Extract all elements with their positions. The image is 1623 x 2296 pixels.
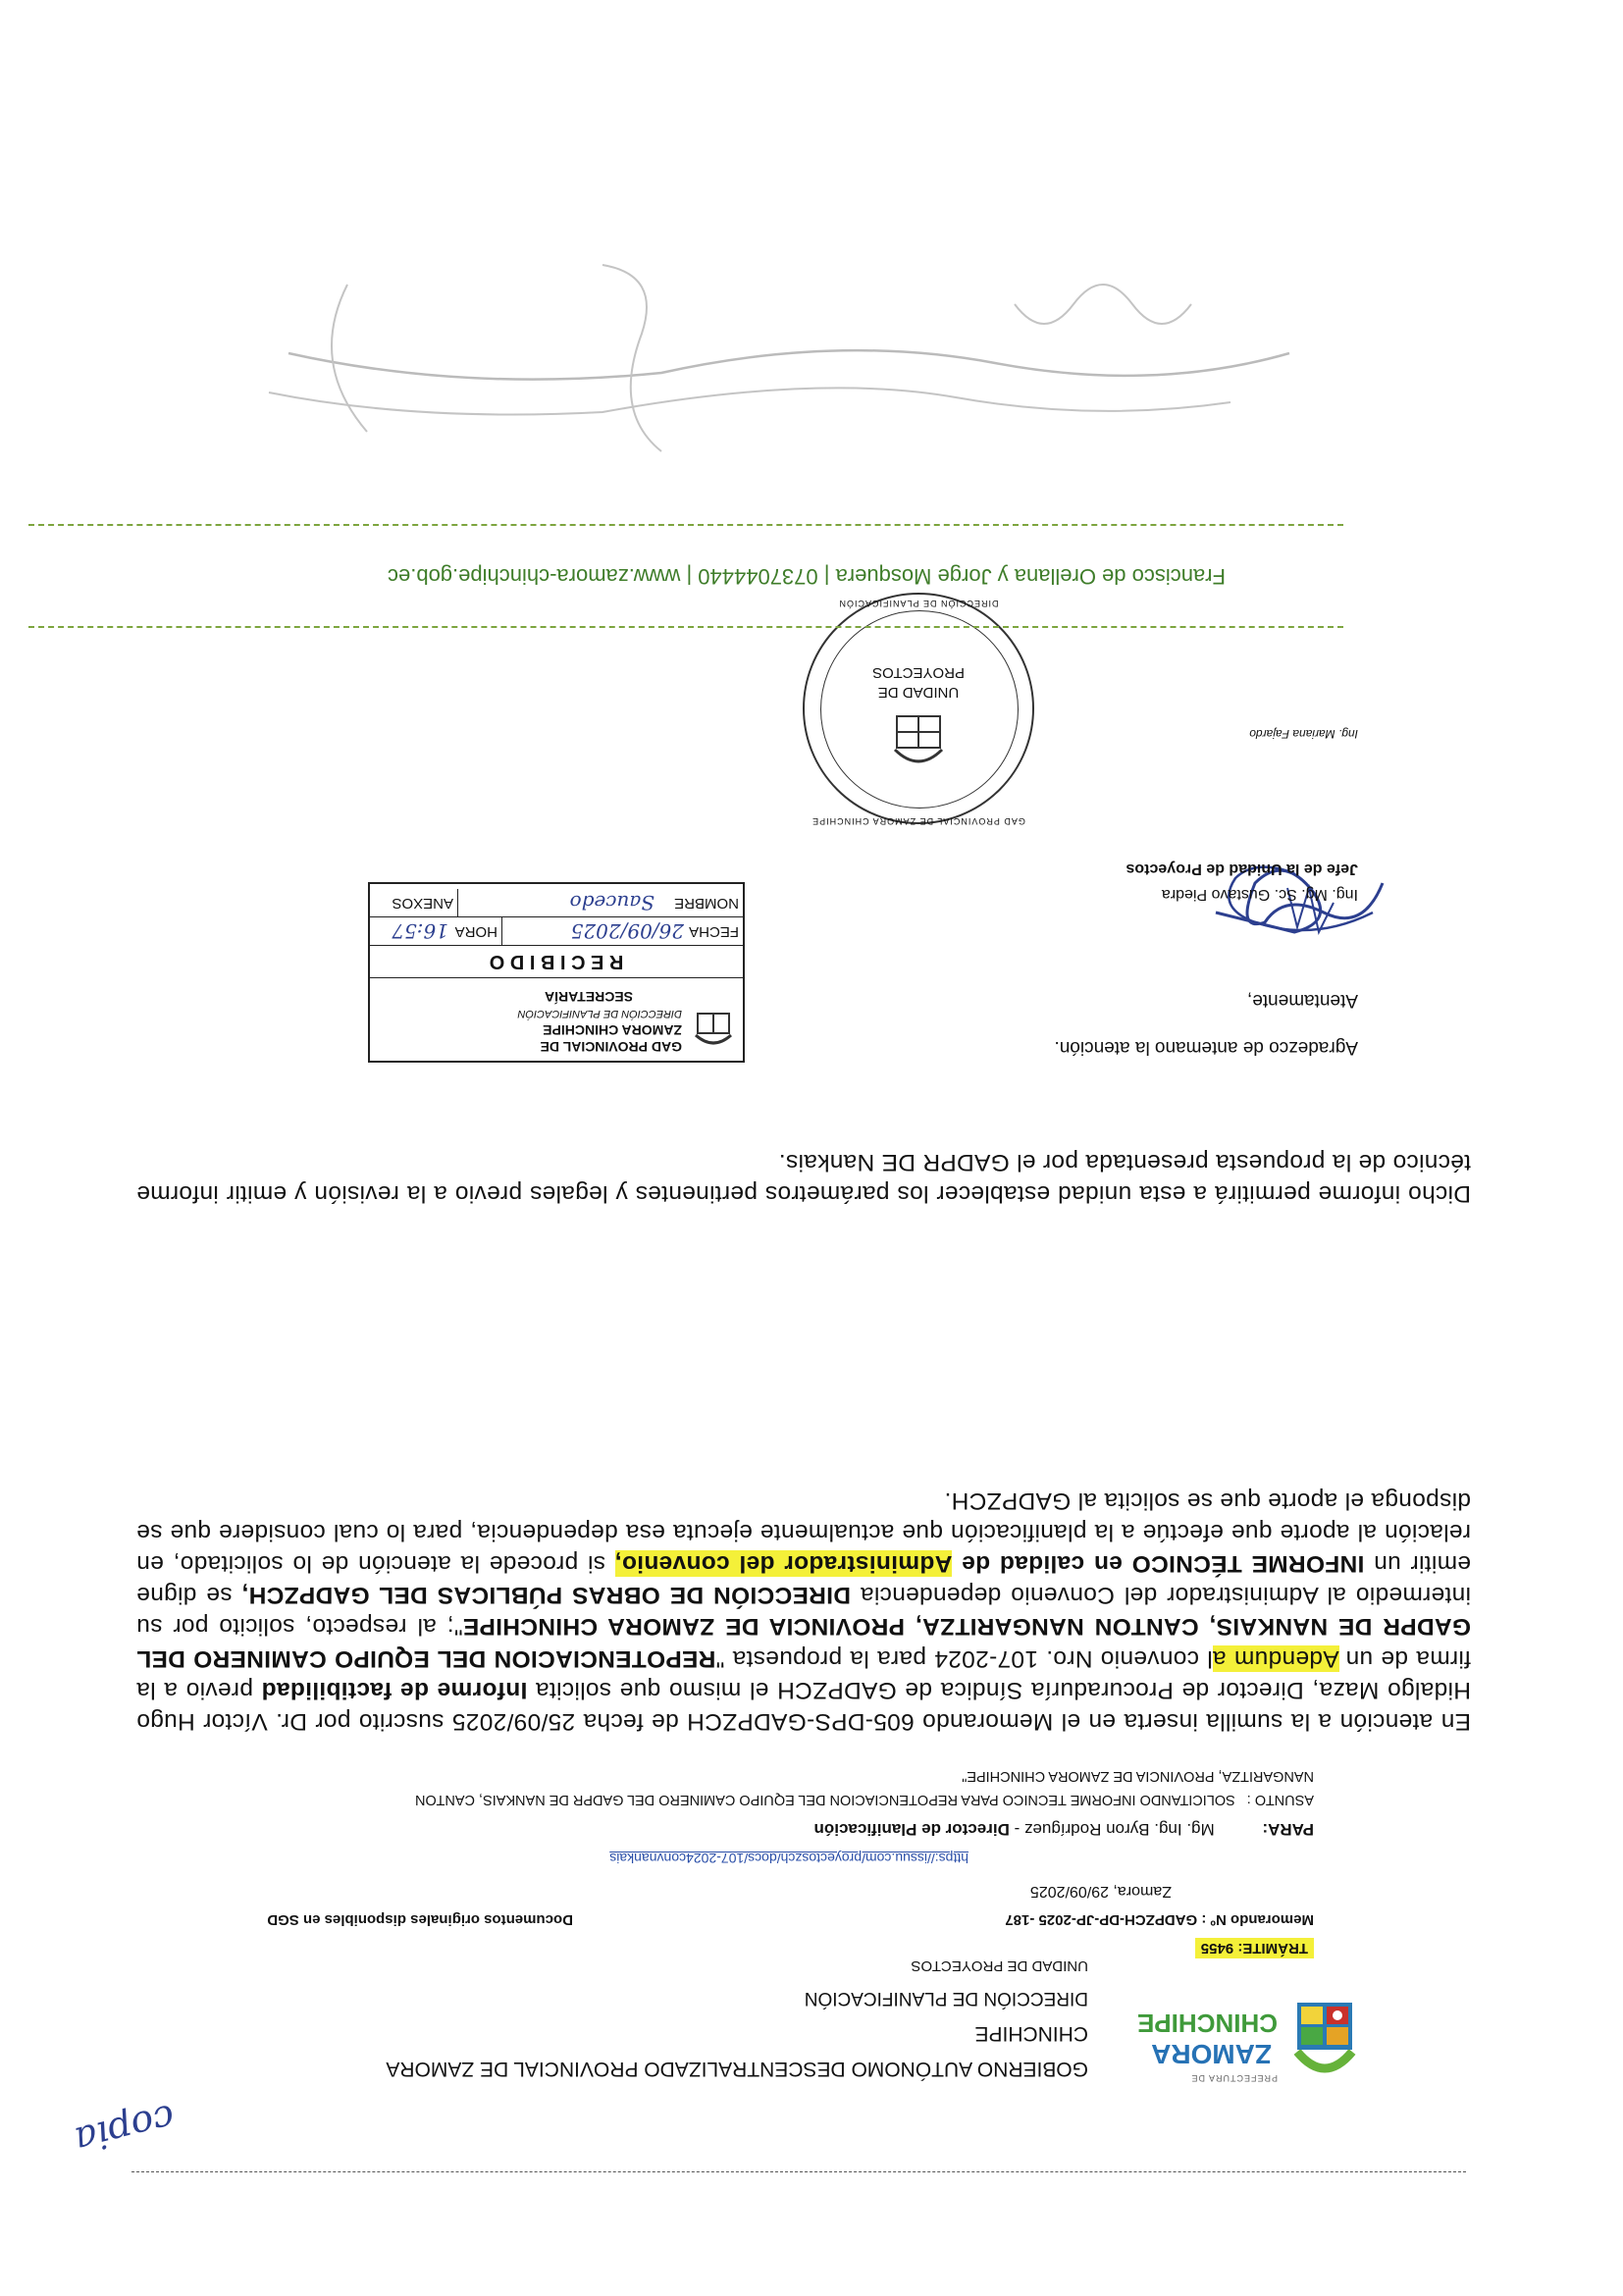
para-line: PARA: Mg. Ing. Byron Rodríguez - Director de Planificación	[813, 1820, 1314, 1839]
seal-center-line-1: UNIDAD DE	[877, 684, 960, 701]
header-top-rule	[131, 2171, 1466, 2172]
org-name-line-2: CHINCHIPE	[974, 2022, 1088, 2045]
reference-link[interactable]: https://issuu.com/proyectoszch/docs/107-2024convnankais	[609, 1851, 969, 1866]
footer-rule-bottom	[28, 524, 1343, 526]
recibido-stamp	[368, 882, 745, 1063]
docs-available-note: Documentos originales disponibles en SGD	[267, 1911, 573, 1928]
footer-contact: Francisco de Orellana y Jorge Mosquera | 0737044440 | www.zamora-chinchipe.gob.ec	[387, 564, 1226, 589]
body-paragraph-1: En atención a la sumilla inserta en el Memorando 605-DPS-GADPZCH de fecha 25/09/2025 suscrito por Dr. Víctor Hugo Hidalgo Maza, Director de Procuraduría Síndica de GADPZCH el mismo que solicita Informe de factibilidad previo a la firma de un Adendum al convenio Nro. 107-2024 para la propuesta "REPOTENCIACION DEL EQUIPO CAMINERO DEL GADPR DE NANKAIS, CANTON NANGARITZA, PROVINCIA DE ZAMORA CHINCHIPE"; al respecto, solicito por su intermedio al Administrador del Convenio dependencia DIRECCIÓN DE OBRAS PÚBLICAS DEL GADPZCH, se digne emitir un INFORME TÉCNICO en calidad de Administrador del convenio, si procede la atención de lo solicitado, en relación al aporte que efectúe a la planificación que actualmente ejecuta esa dependencia, para lo cual considere que se disponga el aporte que se solicita al GADPZCH.	[135, 1487, 1471, 1735]
closing-atentamente: Atentamente,	[1246, 990, 1358, 1011]
seal-ring-text: GAD PROVINCIAL DE ZAMORA CHINCHIPE	[812, 816, 1025, 826]
stamp-recibido: R E C I B I D O	[370, 946, 743, 978]
footer-rule-top	[28, 626, 1343, 628]
signer-title: Jefe de la Unidad de Proyectos	[1126, 861, 1358, 877]
department-name: DIRECCIÓN DE PLANIFICACIÓN	[804, 1988, 1088, 2009]
asunto-block: ASUNTO :SOLICITANDO INFORME TECNICO PARA REPOTENCIACION DEL EQUIPO CAMINERO DEL GADPR DE NANKAIS, CANTON NANGARITZA, PROVINCIA DE ZAMORA CHINCHIPE"	[415, 1768, 1314, 1807]
unit-name: UNIDAD DE PROYECTOS	[911, 1957, 1088, 1974]
prefectura-emblem-icon	[1289, 1993, 1360, 2091]
tramite-number: TRÁMITE: 9455	[1195, 1939, 1314, 1957]
prefectura-logo	[1125, 1982, 1360, 2095]
stamp-line-1: GAD PROVINCIAL DE	[540, 1039, 682, 1055]
org-name-line-1: GOBIERNO AUTÓNOMO DESCENTRALIZADO PROVINCIAL DE ZAMORA	[386, 2058, 1088, 2080]
stamp-emblem-icon	[692, 1010, 735, 1053]
logo-line-1: ZAMORA	[1151, 2039, 1272, 2069]
body-paragraph-2: Dicho informe permitirá a esta unidad establecer los parámetros pertinentes y legales previo a la revisión y emitir informe técnico de la propuesta presentada por el GADPR DE Nankais.	[136, 1148, 1471, 1207]
stamp-line-2: ZAMORA CHINCHIPE	[543, 1022, 682, 1038]
seal-emblem-icon	[889, 712, 948, 775]
signer-name: Ing. Mg. Sc. Gustavo Piedra	[1161, 886, 1358, 903]
logo-line-2: CHINCHIPE	[1136, 2009, 1278, 2038]
stamp-line-3: DIRECCIÓN DE PLANIFICACIÓN	[517, 1008, 682, 1019]
body-paragraph-3: Agradezco de antemano la atención.	[1054, 1037, 1358, 1058]
stamp-fecha-row: FECHA 26/09/2025 HORA 16:57	[370, 917, 743, 946]
stamp-nombre-row: NOMBRE Saucedo ANEXOS	[370, 889, 743, 917]
header-text	[386, 1951, 1088, 2086]
handwritten-copia-note: copia	[70, 2096, 180, 2163]
memo-date: Zamora, 29/09/2025	[1029, 1883, 1172, 1900]
copy-recipient: Ing. Mariana Fajardo	[1249, 727, 1358, 741]
stamp-line-4: SECRETARÍA	[545, 989, 633, 1005]
seal-center-line-2: PROYECTOS	[872, 664, 965, 681]
seal-ring-text-2: DIRECCIÓN DE PLANIFICACIÓN	[838, 599, 999, 608]
handwritten-scribbles	[171, 235, 1348, 491]
memo-number: Memorando Nº : GADPZCH-DP-JP-2025 -187	[1005, 1911, 1314, 1928]
logo-small-text: PREFECTURA DE	[1190, 2073, 1278, 2083]
